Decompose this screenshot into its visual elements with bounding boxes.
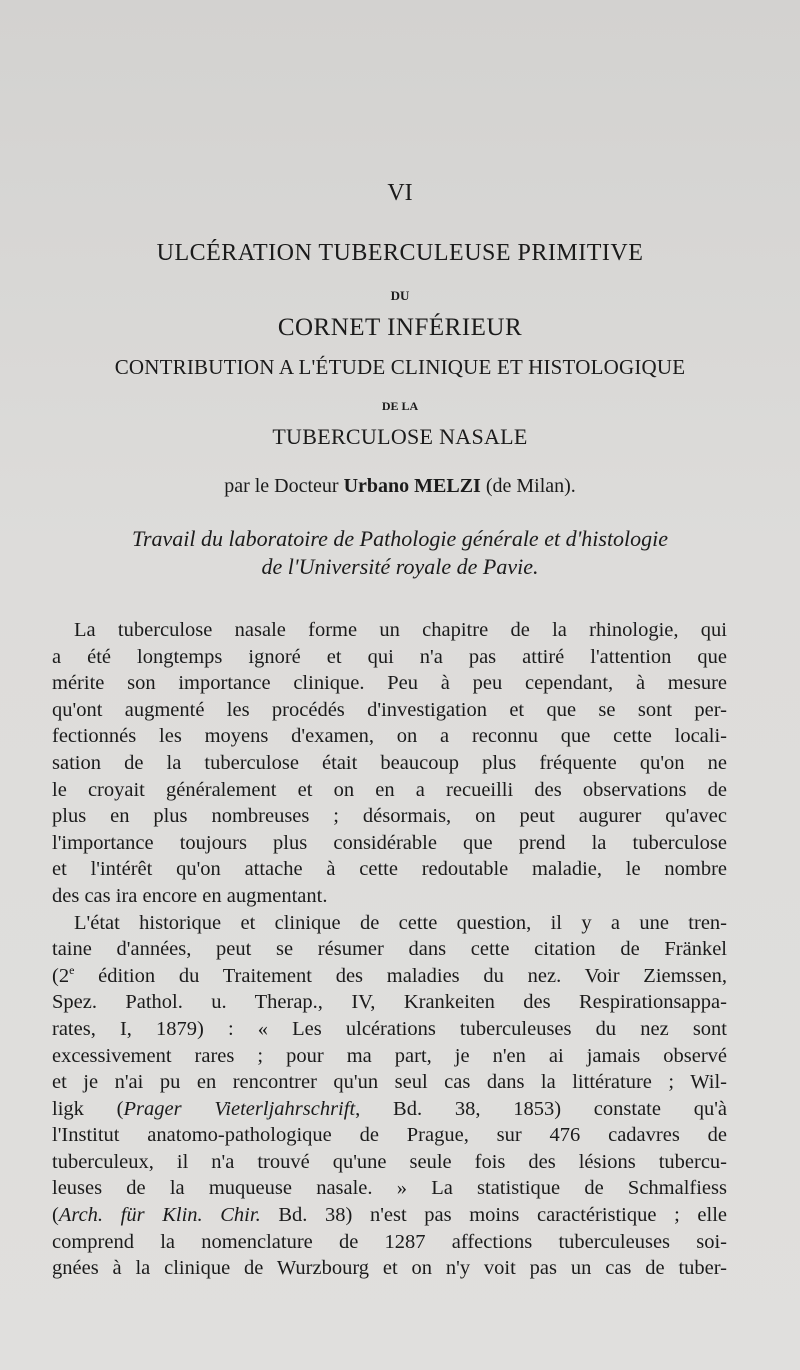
affiliation-line-1: Travail du laboratoire de Pathologie générale et d'histologie [131,526,669,551]
title-second: CORNET INFÉRIEUR [277,314,523,341]
body-line: rates, I, 1879) : « Les ulcérations tuberculeuses du nez sont [52,1017,727,1040]
author-name: Urbano MELZI [343,475,481,497]
body-line: excessivement rares ; pour ma part, je n'en ai jamais observé [52,1044,727,1067]
body-line: Spez. Pathol. u. Therap., IV, Krankeiten des Respirationsappa- [52,991,727,1014]
body-line: gnées à la clinique de Wurzbourg et on n'y voit pas un cas de tuber- [52,1257,727,1280]
body-line: L'état historique et clinique de cette question, il y a une tren- [74,911,727,934]
body-line: tuberculeux, il n'a trouvé qu'une seule fois des lésions tubercu- [52,1150,727,1173]
body-line: ligk (Prager Vieterljahrschrift, Bd. 38, 1853) constate qu'à [52,1097,728,1120]
title-du: DU [390,288,410,303]
body-line: mérite son importance clinique. Peu à peu cependant, à mesure [52,672,727,695]
body-line: leuses de la muqueuse nasale. » La statistique de Schmalfiess [52,1177,727,1200]
body-line: fectionnés les moyens d'examen, on a reconnu que cette locali- [52,725,727,748]
body-line: a été longtemps ignoré et qui n'a pas attiré l'attention que [52,645,727,668]
byline-suffix: (de Milan). [480,475,576,497]
body-line: l'Institut anatomo-pathologique de Prague, sur 476 cadavres de [52,1124,727,1147]
body-line: taine d'années, peut se résumer dans cette citation de Fränkel [52,938,727,961]
section-number: VI [387,180,413,206]
body-line: des cas ira encore en augmentant. [52,884,328,907]
body-line: (Arch. für Klin. Chir. Bd. 38) n'est pas moins caractéristique ; elle [52,1204,728,1227]
body-line: le croyait généralement et on en a recueilli des observations de [52,778,727,801]
body-line: plus en plus nombreuses ; désormais, on peut augurer qu'avec [52,805,727,828]
body-text [52,617,727,1282]
title-dela: DE LA [381,399,419,413]
contribution-line: CONTRIBUTION A L'ÉTUDE CLINIQUE ET HISTOLOGIQUE [114,355,686,379]
body-line: La tuberculose nasale forme un chapitre de la rhinologie, qui [74,619,727,641]
body-line: l'importance toujours plus considérable que prend la tuberculose [52,831,727,854]
body-line: (2e édition du Traitement des maladies du nez. Voir Ziemssen, [52,962,727,987]
body-line: sation de la tuberculose était beaucoup plus fréquente qu'on ne [52,751,727,774]
title-third: TUBERCULOSE NASALE [272,424,528,449]
byline [0,475,800,498]
affiliation-line-2: de l'Université royale de Pavie. [261,554,539,579]
body-line: qu'ont augmenté les procédés d'investigation et que se sont per- [52,698,727,721]
body-line: et l'intérêt qu'on attache à cette redoutable maladie, le nombre [52,858,727,881]
title-main: ULCÉRATION TUBERCULEUSE PRIMITIVE [156,240,644,266]
body-line: et je n'ai pu en rencontrer qu'un seul cas dans la littérature ; Wil- [52,1071,727,1094]
body-line: comprend la nomenclature de 1287 affections tuberculeuses soi- [52,1230,727,1253]
byline-prefix: par le Docteur [224,475,344,497]
